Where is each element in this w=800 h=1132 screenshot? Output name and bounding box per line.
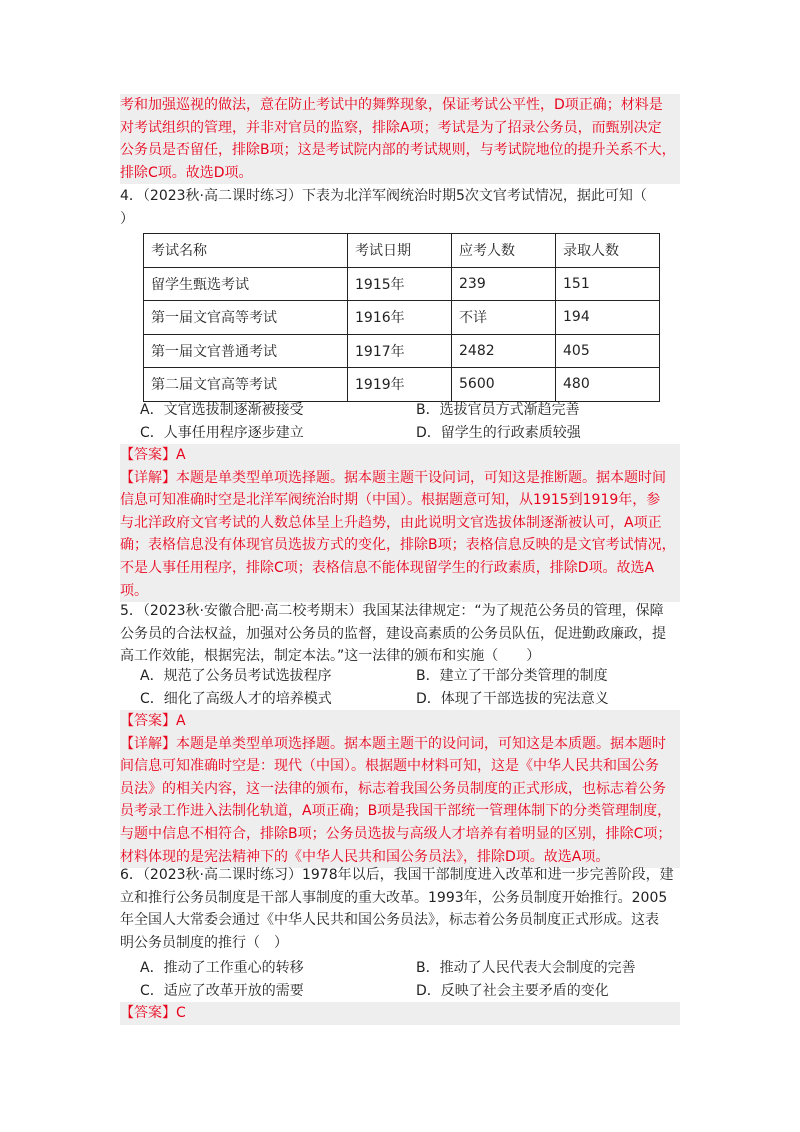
option-d: D．留学生的行政素质较强: [416, 425, 581, 441]
prev-explanation: [120, 94, 680, 184]
text-line: 排除C项。故选D项。: [120, 164, 253, 181]
text-line: 与北洋政府文官考试的人数总体呈上升趋势，由此说明文官选拔体制逐渐被认可，A项正: [120, 514, 662, 531]
text-line: 高工作效能，根据宪法，制定本法。”这一法律的颁布和实施（ ）: [120, 648, 541, 665]
table-row: [144, 334, 660, 368]
table-cell: 480: [556, 368, 660, 402]
answer-label: 【答案】C: [120, 1005, 186, 1021]
table-cell: 第一届文官普通考试: [144, 334, 348, 368]
text-line: ）: [120, 210, 134, 227]
answer-label: 【答案】A: [120, 713, 186, 729]
q6-options: [120, 957, 680, 1003]
option-b: B．选拔官员方式渐趋完善: [416, 402, 580, 418]
answer-label: 【答案】A: [120, 447, 186, 463]
text-line: 不是人事任用程序，排除C项；表格信息不能体现留学生的行政素质，排除D项。故选A: [120, 559, 655, 576]
table-cell: 5600: [452, 368, 556, 402]
text-line: 公务员是否留任，排除B项；这是考试院内部的考试规则，与考试院地位的提升关系不大，: [120, 142, 676, 159]
q4-options: [120, 399, 680, 445]
q4-answer-block: [120, 444, 680, 602]
text-line: 信息可知准确时空是北洋军阀统治时期（中国）。根据题意可知，从1915到1919年，参: [120, 492, 661, 509]
text-line: 4．（2023秋·高二课时练习）下表为北洋军阀统治时期5次文官考试情况，据此可知（: [120, 188, 647, 204]
option-a: A．规范了公务员考试选拔程序: [140, 668, 332, 684]
table-cell: 第二届文官高等考试: [144, 368, 348, 402]
table-cell: 1915年: [348, 267, 452, 301]
option-a: A．文官选拔制逐渐被接受: [140, 402, 304, 418]
text-line: 间信息可知准确时空是：现代（中国）。根据题中材料可知，这是《中华人民共和国公务: [120, 758, 659, 775]
table-header-cell: 应考人数: [452, 234, 556, 268]
text-line: 【详解】本题是单类型单项选择题。据本题主题干的设问词，可知这是本质题。据本题时: [120, 735, 666, 752]
option-a: A．推动了工作重心的转移: [140, 960, 304, 976]
option-c: C．人事任用程序逐步建立: [140, 425, 304, 441]
text-line: 6．（2023秋·高二课时练习）1978年以后，我国干部制度进入改革和进一步完善阶段，建: [120, 867, 674, 883]
table-cell: 1916年: [348, 301, 452, 335]
text-line: 项。: [120, 582, 148, 599]
table-header-cell: 考试日期: [348, 234, 452, 268]
option-d: D．反映了社会主要矛盾的变化: [416, 983, 609, 999]
text-line: 年全国人大常委会通过《中华人民共和国公务员法》，标志着公务员制度正式形成。这表: [120, 912, 659, 929]
table-cell: 不详: [452, 301, 556, 335]
text-line: 立和推行公务员制度是干部人事制度的重大改革。1993年，公务员制度开始推行。2005: [120, 889, 668, 906]
table-row: [144, 368, 660, 402]
option-b: B．推动了人民代表大会制度的完善: [416, 960, 636, 976]
text-line: 对考试组织的管理，并非对官员的监察，排除A项；考试是为了招录公务员，而甄别决定: [120, 119, 662, 136]
table-cell: 151: [556, 267, 660, 301]
table-header-cell: 考试名称: [144, 234, 348, 268]
option-d: D．体现了干部选拔的宪法意义: [416, 691, 609, 707]
q5-options: [120, 665, 680, 711]
option-c: C．适应了改革开放的需要: [140, 983, 304, 999]
table-header-cell: 录取人数: [556, 234, 660, 268]
option-b: B．建立了干部分类管理的制度: [416, 668, 608, 684]
option-c: C．细化了高级人才的培养模式: [140, 691, 332, 707]
table-header-row: [144, 234, 660, 268]
table-cell: 2482: [452, 334, 556, 368]
text-line: 员考录工作进入法制化轨道，A项正确；B项是我国干部统一管理体制下的分类管理制度，: [120, 803, 672, 820]
table-row: [144, 267, 660, 301]
text-line: 考和加强巡视的做法，意在防止考试中的舞弊现象，保证考试公平性，D项正确；材料是: [120, 97, 663, 113]
q6-stem: [120, 864, 680, 954]
text-line: 【详解】本题是单类型单项选择题。据本题主题干设问词，可知这是推断题。据本题时间: [120, 469, 666, 486]
q4-stem: [120, 185, 680, 230]
table-cell: 405: [556, 334, 660, 368]
text-line: 员法》的相关内容，这一法律的颁布，标志着我国公务员制度的正式形成，也标志着公务: [120, 780, 666, 797]
table-cell: 239: [452, 267, 556, 301]
table-cell: 第一届文官高等考试: [144, 301, 348, 335]
q4-table: [143, 233, 660, 402]
text-line: 确；表格信息没有体现官员选拔方式的变化，排除B项；表格信息反映的是文官考试情况，: [120, 537, 676, 554]
table-cell: 1917年: [348, 334, 452, 368]
text-line: 材料体现的是宪法精神下的《中华人民共和国公务员法》，排除D项。故选A项。: [120, 848, 610, 865]
text-line: 公务员的合法权益，加强对公务员的监督，建设高素质的公务员队伍，促进勤政廉政，提: [120, 625, 666, 642]
text-line: 明公务员制度的推行（ ）: [120, 934, 288, 951]
table-cell: 留学生甄选考试: [144, 267, 348, 301]
q5-stem: [120, 600, 680, 668]
table-cell: 1919年: [348, 368, 452, 402]
table-cell: 194: [556, 301, 660, 335]
text-line: 与题中信息不相符合，排除B项；公务员选拔与高级人才培养有着明显的区别，排除C项；: [120, 825, 672, 842]
table-row: [144, 301, 660, 335]
text-line: 5．（2023秋·安徽合肥·高二校考期末）我国某法律规定：“为了规范公务员的管理，保障: [120, 603, 664, 619]
q6-answer-block: [120, 1002, 680, 1025]
q5-answer-block: [120, 710, 680, 868]
